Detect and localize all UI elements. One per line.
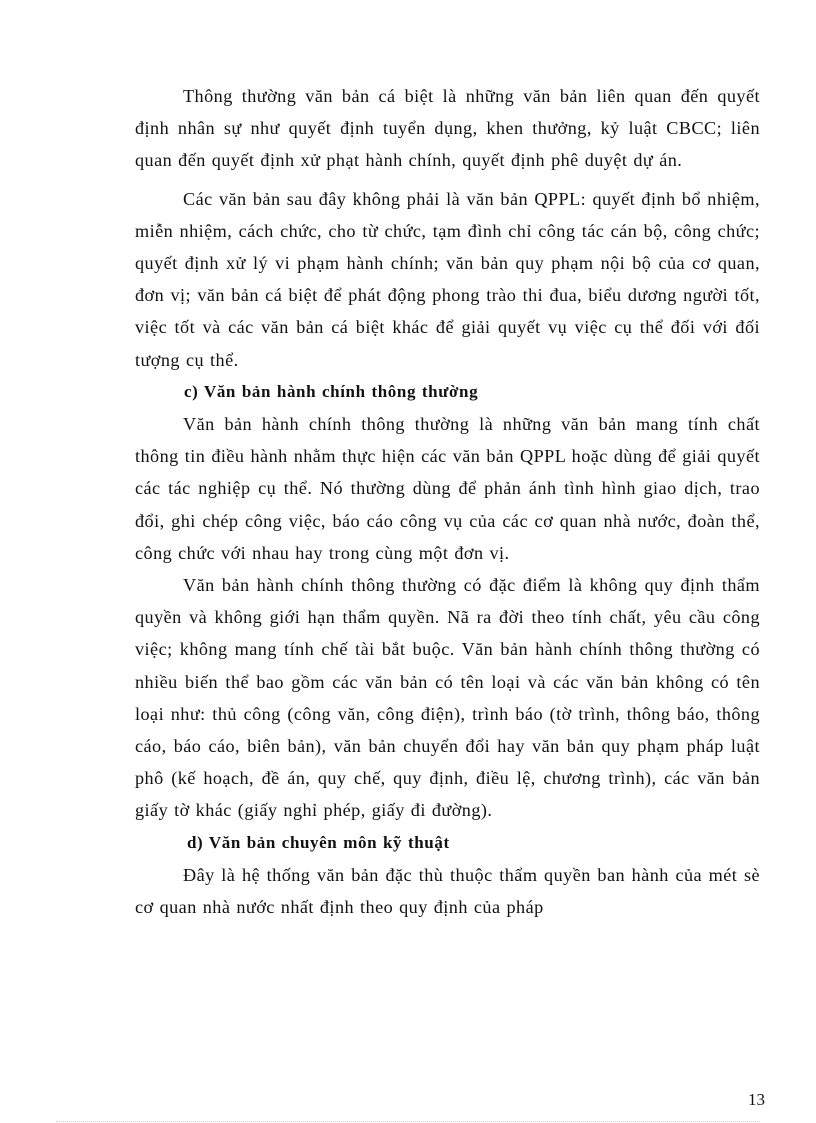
heading-technical-documents: d) Văn bản chuyên môn kỹ thuật [187, 832, 450, 852]
paragraph-administrative-definition: Văn bản hành chính thông thường là những văn bản mang tính chất thông tin điều hành nhằm thực hiện các văn bản QPPL hoặc dùng để giải quyết các tác nghiệp cụ thể. Nó thường dùng để phản ánh tình hình giao dịch, trao đổi, ghi chép công việc, báo cáo công vụ của các cơ quan nhà nước, đoàn thể, công chức với nhau hay trong cùng một đơn vị. [135, 414, 760, 563]
paragraph-individual-documents: Thông thường văn bản cá biệt là những văn bản liên quan đến quyết định nhân sự như quyết định tuyển dụng, khen thưởng, kỷ luật CBCC; liên quan đến quyết định xử phạt hành chính, quyết định phê duyệt dự án. [135, 86, 760, 171]
paragraph-non-legal-documents: Các văn bản sau đây không phải là văn bản QPPL: quyết định bổ nhiệm, miễn nhiệm, cách chức, cho từ chức, tạm đình chỉ công tác cán bộ, công chức; quyết định xử lý vi phạm hành chính; văn bản quy phạm nội bộ của cơ quan, đơn vị; văn bản cá biệt để phát động phong trào thi đua, biểu dương người tốt, việc tốt và các văn bản cá biệt khác để giải quyết vụ việc cụ thể đối với đối tượng cụ thể. [135, 188, 760, 370]
page-number: 13 [748, 1090, 765, 1109]
heading-administrative-documents: c) Văn bản hành chính thông thường [184, 381, 479, 401]
page-body [135, 80, 760, 923]
paragraph-administrative-characteristics: Văn bản hành chính thông thường có đặc điểm là không quy định thẩm quyền và không giới hạn thẩm quyền. Nã ra đời theo tính chất, yêu cầu công việc; không mang tính chế tài bắt buộc. Văn bản hành chính thông thường có nhiều biến thể bao gồm các văn bản có tên loại và các văn bản không có tên loại như: thủ công (công văn, công điện), trình báo (tờ trình, thông báo, thông cáo, báo cáo, biên bản), văn bản chuyển đổi hay văn bản quy phạm pháp luật phô (kế hoạch, đề án, quy chế, quy định, điều lệ, chương trình), các văn bản giấy tờ khác (giấy nghỉ phép, giấy đi đường). [135, 575, 760, 821]
footer-divider [56, 1121, 760, 1122]
paragraph-technical-definition: Đây là hệ thống văn bản đặc thù thuộc thẩm quyền ban hành của mét sè cơ quan nhà nước nhất định theo quy định của pháp [135, 864, 760, 918]
